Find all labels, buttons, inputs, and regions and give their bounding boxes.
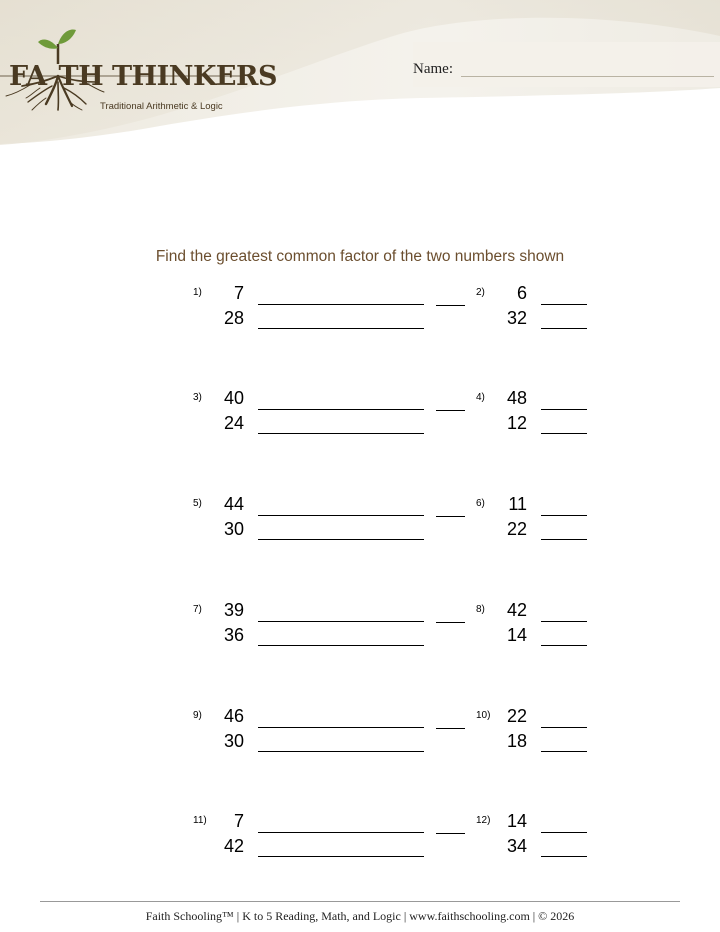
answer-line[interactable] xyxy=(541,645,587,646)
work-line[interactable] xyxy=(258,304,424,305)
second-number: 12 xyxy=(506,413,527,433)
answer-line[interactable] xyxy=(436,516,465,517)
work-line[interactable] xyxy=(258,409,424,410)
first-number: 40 xyxy=(223,388,244,408)
problem-number: 4) xyxy=(476,392,485,403)
second-number: 30 xyxy=(223,731,244,751)
work-line[interactable] xyxy=(258,645,424,646)
work-line[interactable] xyxy=(258,856,424,857)
second-number: 28 xyxy=(223,308,244,328)
work-line[interactable] xyxy=(258,751,424,752)
second-number: 36 xyxy=(223,625,244,645)
problem-number: 2) xyxy=(476,287,485,298)
footer-divider xyxy=(40,901,680,902)
name-field[interactable] xyxy=(413,60,453,78)
answer-line[interactable] xyxy=(541,621,587,622)
problem-number: 3) xyxy=(193,392,202,403)
footer-text: Faith Schooling™ | K to 5 Reading, Math, and Logic | www.faithschooling.com | © 2026 xyxy=(145,909,575,923)
problem-number: 9) xyxy=(193,710,202,721)
work-line[interactable] xyxy=(258,621,424,622)
work-line[interactable] xyxy=(258,539,424,540)
work-line[interactable] xyxy=(258,727,424,728)
second-number: 22 xyxy=(506,519,527,539)
instructions: Find the greatest common factor of the two numbers shown xyxy=(155,248,565,265)
answer-line[interactable] xyxy=(436,410,465,411)
second-number: 18 xyxy=(506,731,527,751)
answer-line[interactable] xyxy=(541,304,587,305)
problem-number: 10) xyxy=(476,710,491,721)
answer-line[interactable] xyxy=(436,728,465,729)
second-number: 32 xyxy=(506,308,527,328)
first-number: 44 xyxy=(223,494,244,514)
first-number: 39 xyxy=(223,600,244,620)
problem-number: 12) xyxy=(476,815,491,826)
first-number: 7 xyxy=(233,283,244,303)
problem-number: 5) xyxy=(193,498,202,509)
answer-line[interactable] xyxy=(541,409,587,410)
logo-title xyxy=(9,61,277,92)
second-number: 14 xyxy=(506,625,527,645)
second-number: 30 xyxy=(223,519,244,539)
logo-title-right: TH THINKERS xyxy=(58,61,277,92)
name-underline[interactable] xyxy=(461,76,714,77)
answer-line[interactable] xyxy=(541,832,587,833)
answer-line[interactable] xyxy=(541,751,587,752)
answer-line[interactable] xyxy=(541,727,587,728)
answer-line[interactable] xyxy=(541,433,587,434)
answer-line[interactable] xyxy=(436,622,465,623)
second-number: 42 xyxy=(223,836,244,856)
work-line[interactable] xyxy=(258,433,424,434)
first-number: 7 xyxy=(233,811,244,831)
answer-line[interactable] xyxy=(541,539,587,540)
second-number: 34 xyxy=(506,836,527,856)
problem-number: 7) xyxy=(193,604,202,615)
logo-tagline: Traditional Arithmetic & Logic xyxy=(100,101,223,112)
first-number: 48 xyxy=(506,388,527,408)
first-number: 22 xyxy=(506,706,527,726)
answer-line[interactable] xyxy=(436,833,465,834)
logo xyxy=(0,22,277,112)
first-number: 11 xyxy=(508,494,527,514)
second-number: 24 xyxy=(223,413,244,433)
first-number: 42 xyxy=(506,600,527,620)
work-line[interactable] xyxy=(258,515,424,516)
answer-line[interactable] xyxy=(541,515,587,516)
first-number: 14 xyxy=(506,811,527,831)
work-line[interactable] xyxy=(258,328,424,329)
first-number: 6 xyxy=(516,283,527,303)
first-number: 46 xyxy=(223,706,244,726)
answer-line[interactable] xyxy=(541,856,587,857)
logo-title-left: FA xyxy=(9,61,47,92)
problem-number: 6) xyxy=(476,498,485,509)
answer-line[interactable] xyxy=(436,305,465,306)
problem-number: 8) xyxy=(476,604,485,615)
problem-number: 11) xyxy=(193,815,207,826)
work-line[interactable] xyxy=(258,832,424,833)
problem-number: 1) xyxy=(193,287,202,298)
name-label: Name: xyxy=(413,61,453,77)
answer-line[interactable] xyxy=(541,328,587,329)
